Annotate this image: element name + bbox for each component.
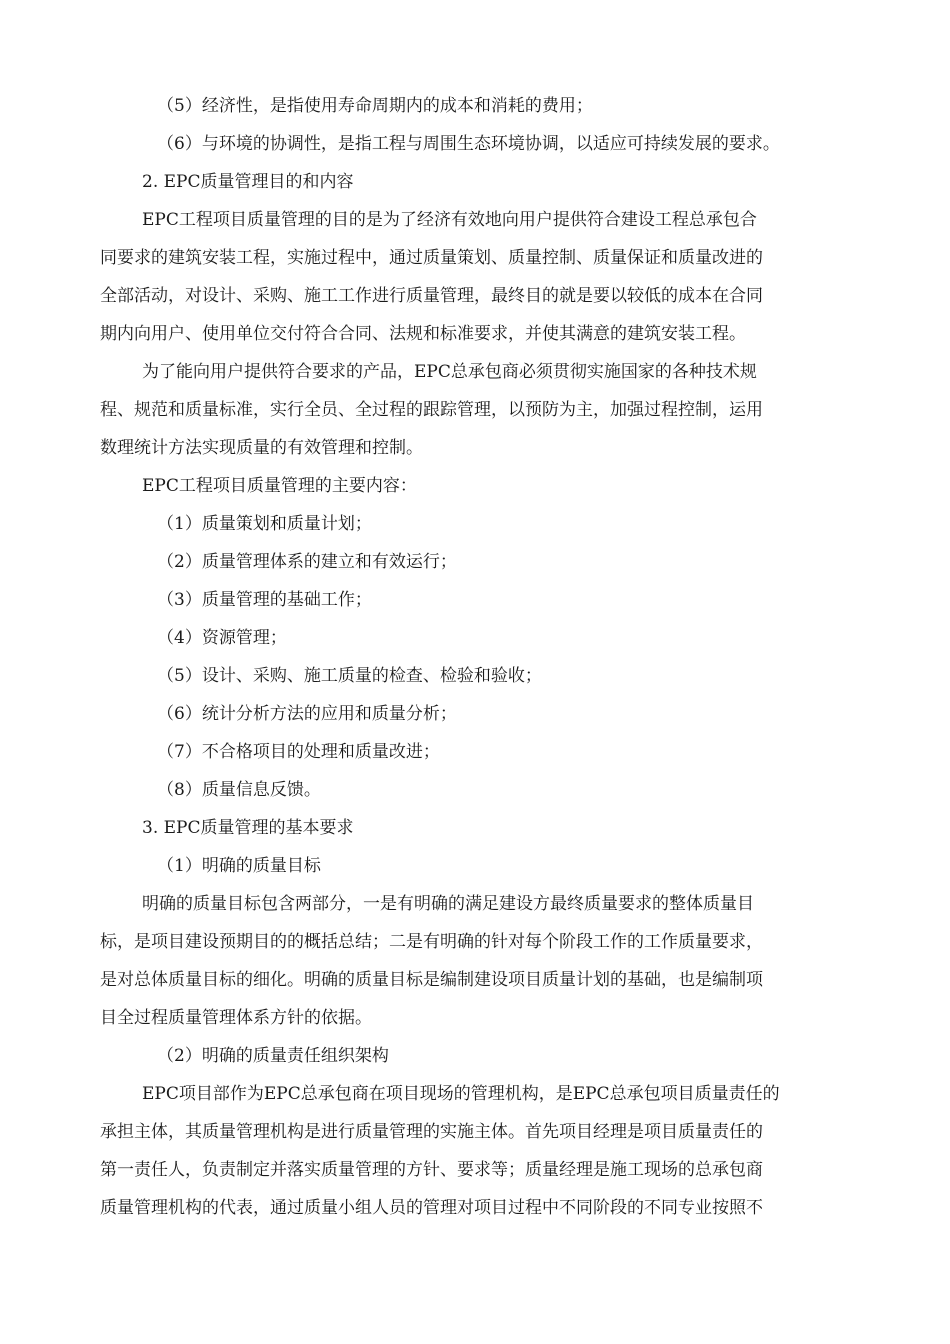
paragraph-line: 是对总体质量目标的细化。明确的质量目标是编制建设项目质量计划的基础，也是编制项 bbox=[100, 970, 763, 990]
paragraph-line: EPC工程项目质量管理的目的是为了经济有效地向用户提供符合建设工程总承包合 bbox=[142, 210, 757, 230]
paragraph-line: 承担主体，其质量管理机构是进行质量管理的实施主体。首先项目经理是项目质量责任的 bbox=[100, 1122, 763, 1142]
subsection-heading: （1）明确的质量目标 bbox=[157, 856, 321, 876]
list-item: （6）统计分析方法的应用和质量分析； bbox=[157, 704, 457, 724]
list-item: （2）质量管理体系的建立和有效运行； bbox=[157, 552, 457, 572]
paragraph-line: 为了能向用户提供符合要求的产品，EPC总承包商必须贯彻实施国家的各种技术规 bbox=[142, 362, 757, 382]
list-item-environment: （6）与环境的协调性，是指工程与周围生态环境协调，以适应可持续发展的要求。 bbox=[157, 134, 780, 154]
list-item: （5）设计、采购、施工质量的检查、检验和验收； bbox=[157, 666, 542, 686]
paragraph-line: 期内向用户、使用单位交付符合合同、法规和标准要求，并使其满意的建筑安装工程。 bbox=[100, 324, 746, 344]
list-item: （8）质量信息反馈。 bbox=[157, 780, 321, 800]
list-item: （3）质量管理的基础工作； bbox=[157, 590, 372, 610]
paragraph-line: EPC工程项目质量管理的主要内容： bbox=[142, 476, 417, 496]
paragraph-line: 质量管理机构的代表，通过质量小组人员的管理对项目过程中不同阶段的不同专业按照不 bbox=[100, 1198, 763, 1218]
paragraph-line: 数理统计方法实现质量的有效管理和控制。 bbox=[100, 438, 423, 458]
section-heading-purpose: 2. EPC质量管理目的和内容 bbox=[142, 172, 354, 192]
paragraph-line: 程、规范和质量标准，实行全员、全过程的跟踪管理，以预防为主，加强过程控制，运用 bbox=[100, 400, 763, 420]
section-heading-requirements: 3. EPC质量管理的基本要求 bbox=[142, 818, 354, 838]
paragraph-line: EPC项目部作为EPC总承包商在项目现场的管理机构，是EPC总承包项目质量责任的 bbox=[142, 1084, 780, 1104]
paragraph-line: 全部活动，对设计、采购、施工工作进行质量管理，最终目的就是要以较低的成本在合同 bbox=[100, 286, 763, 306]
subsection-heading: （2）明确的质量责任组织架构 bbox=[157, 1046, 389, 1066]
paragraph-line: 标，是项目建设预期目的的概括总结；二是有明确的针对每个阶段工作的工作质量要求， bbox=[100, 932, 763, 952]
paragraph-line: 同要求的建筑安装工程，实施过程中，通过质量策划、质量控制、质量保证和质量改进的 bbox=[100, 248, 763, 268]
list-item: （4）资源管理； bbox=[157, 628, 287, 648]
list-item: （1）质量策划和质量计划； bbox=[157, 514, 372, 534]
paragraph-line: 目全过程质量管理体系方针的依据。 bbox=[100, 1008, 372, 1028]
list-item-economy: （5）经济性，是指使用寿命周期内的成本和消耗的费用； bbox=[157, 96, 593, 116]
paragraph-line: 第一责任人，负责制定并落实质量管理的方针、要求等；质量经理是施工现场的总承包商 bbox=[100, 1160, 763, 1180]
paragraph-line: 明确的质量目标包含两部分，一是有明确的满足建设方最终质量要求的整体质量目 bbox=[142, 894, 754, 914]
list-item: （7）不合格项目的处理和质量改进； bbox=[157, 742, 440, 762]
